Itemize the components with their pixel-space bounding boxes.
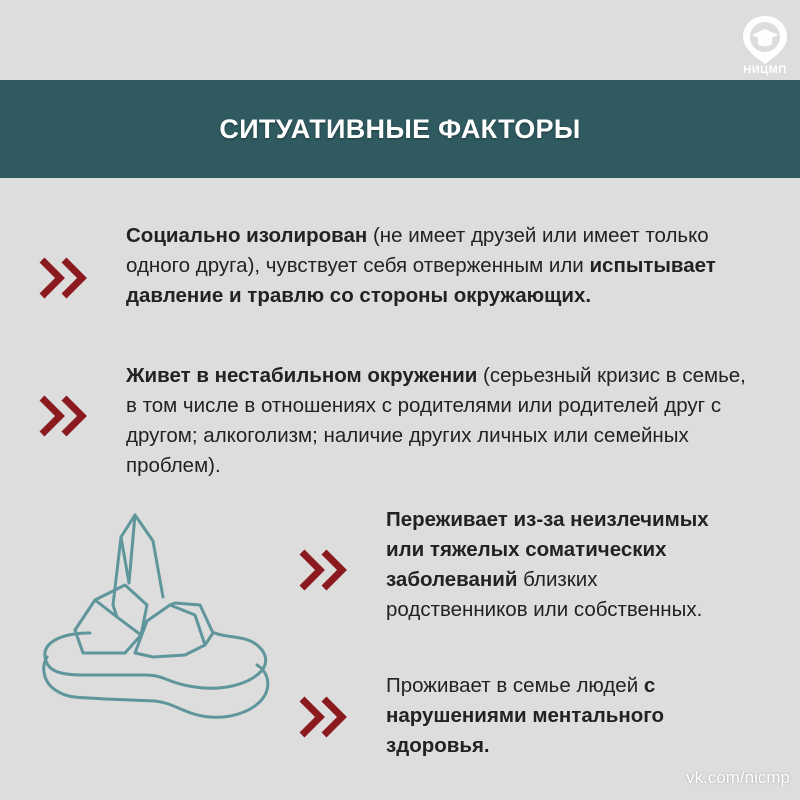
brand-logo xyxy=(735,12,795,78)
item-bold-text: Социально изолирован xyxy=(126,224,368,247)
list-item xyxy=(386,671,726,761)
item-bold-text: Переживает из-за неизлечимых или тяжелых соматических заболеваний xyxy=(386,508,709,591)
double-chevron-right-icon xyxy=(298,548,354,592)
double-chevron-right-icon xyxy=(38,394,94,438)
item-text: Проживает в семье людей xyxy=(386,674,644,697)
page-title: СИТУАТИВНЫЕ ФАКТОРЫ xyxy=(219,113,581,144)
header-bar xyxy=(0,80,800,178)
logo-text: НИЦМП xyxy=(743,64,787,76)
item-text: близких родственников или собственных. xyxy=(386,568,703,621)
list-item xyxy=(126,221,746,311)
item-bold-text: с нарушениями ментального здоровья. xyxy=(386,674,665,757)
item-bold-text: испытывает давление и травлю со стороны окружающих. xyxy=(126,254,716,307)
iceberg-illustration xyxy=(35,505,285,755)
item-bold-text: Живет в нестабильном окружении xyxy=(126,364,478,387)
double-chevron-right-icon xyxy=(298,695,354,739)
list-item xyxy=(126,361,746,481)
double-chevron-right-icon xyxy=(38,256,94,300)
list-item xyxy=(386,505,726,625)
item-text: (не имеет друзей или имеет только одного друга), чувствует себя отверженным или xyxy=(126,224,709,277)
graduation-cap-pin-icon xyxy=(735,12,795,66)
item-text: (серьезный кризис в семье, в том числе в отношениях с родителями или родителей друг с другом; алкоголизм; наличие других личных или семейных проблем). xyxy=(126,364,746,477)
footer-link[interactable]: vk.com/nicmp xyxy=(686,768,790,787)
